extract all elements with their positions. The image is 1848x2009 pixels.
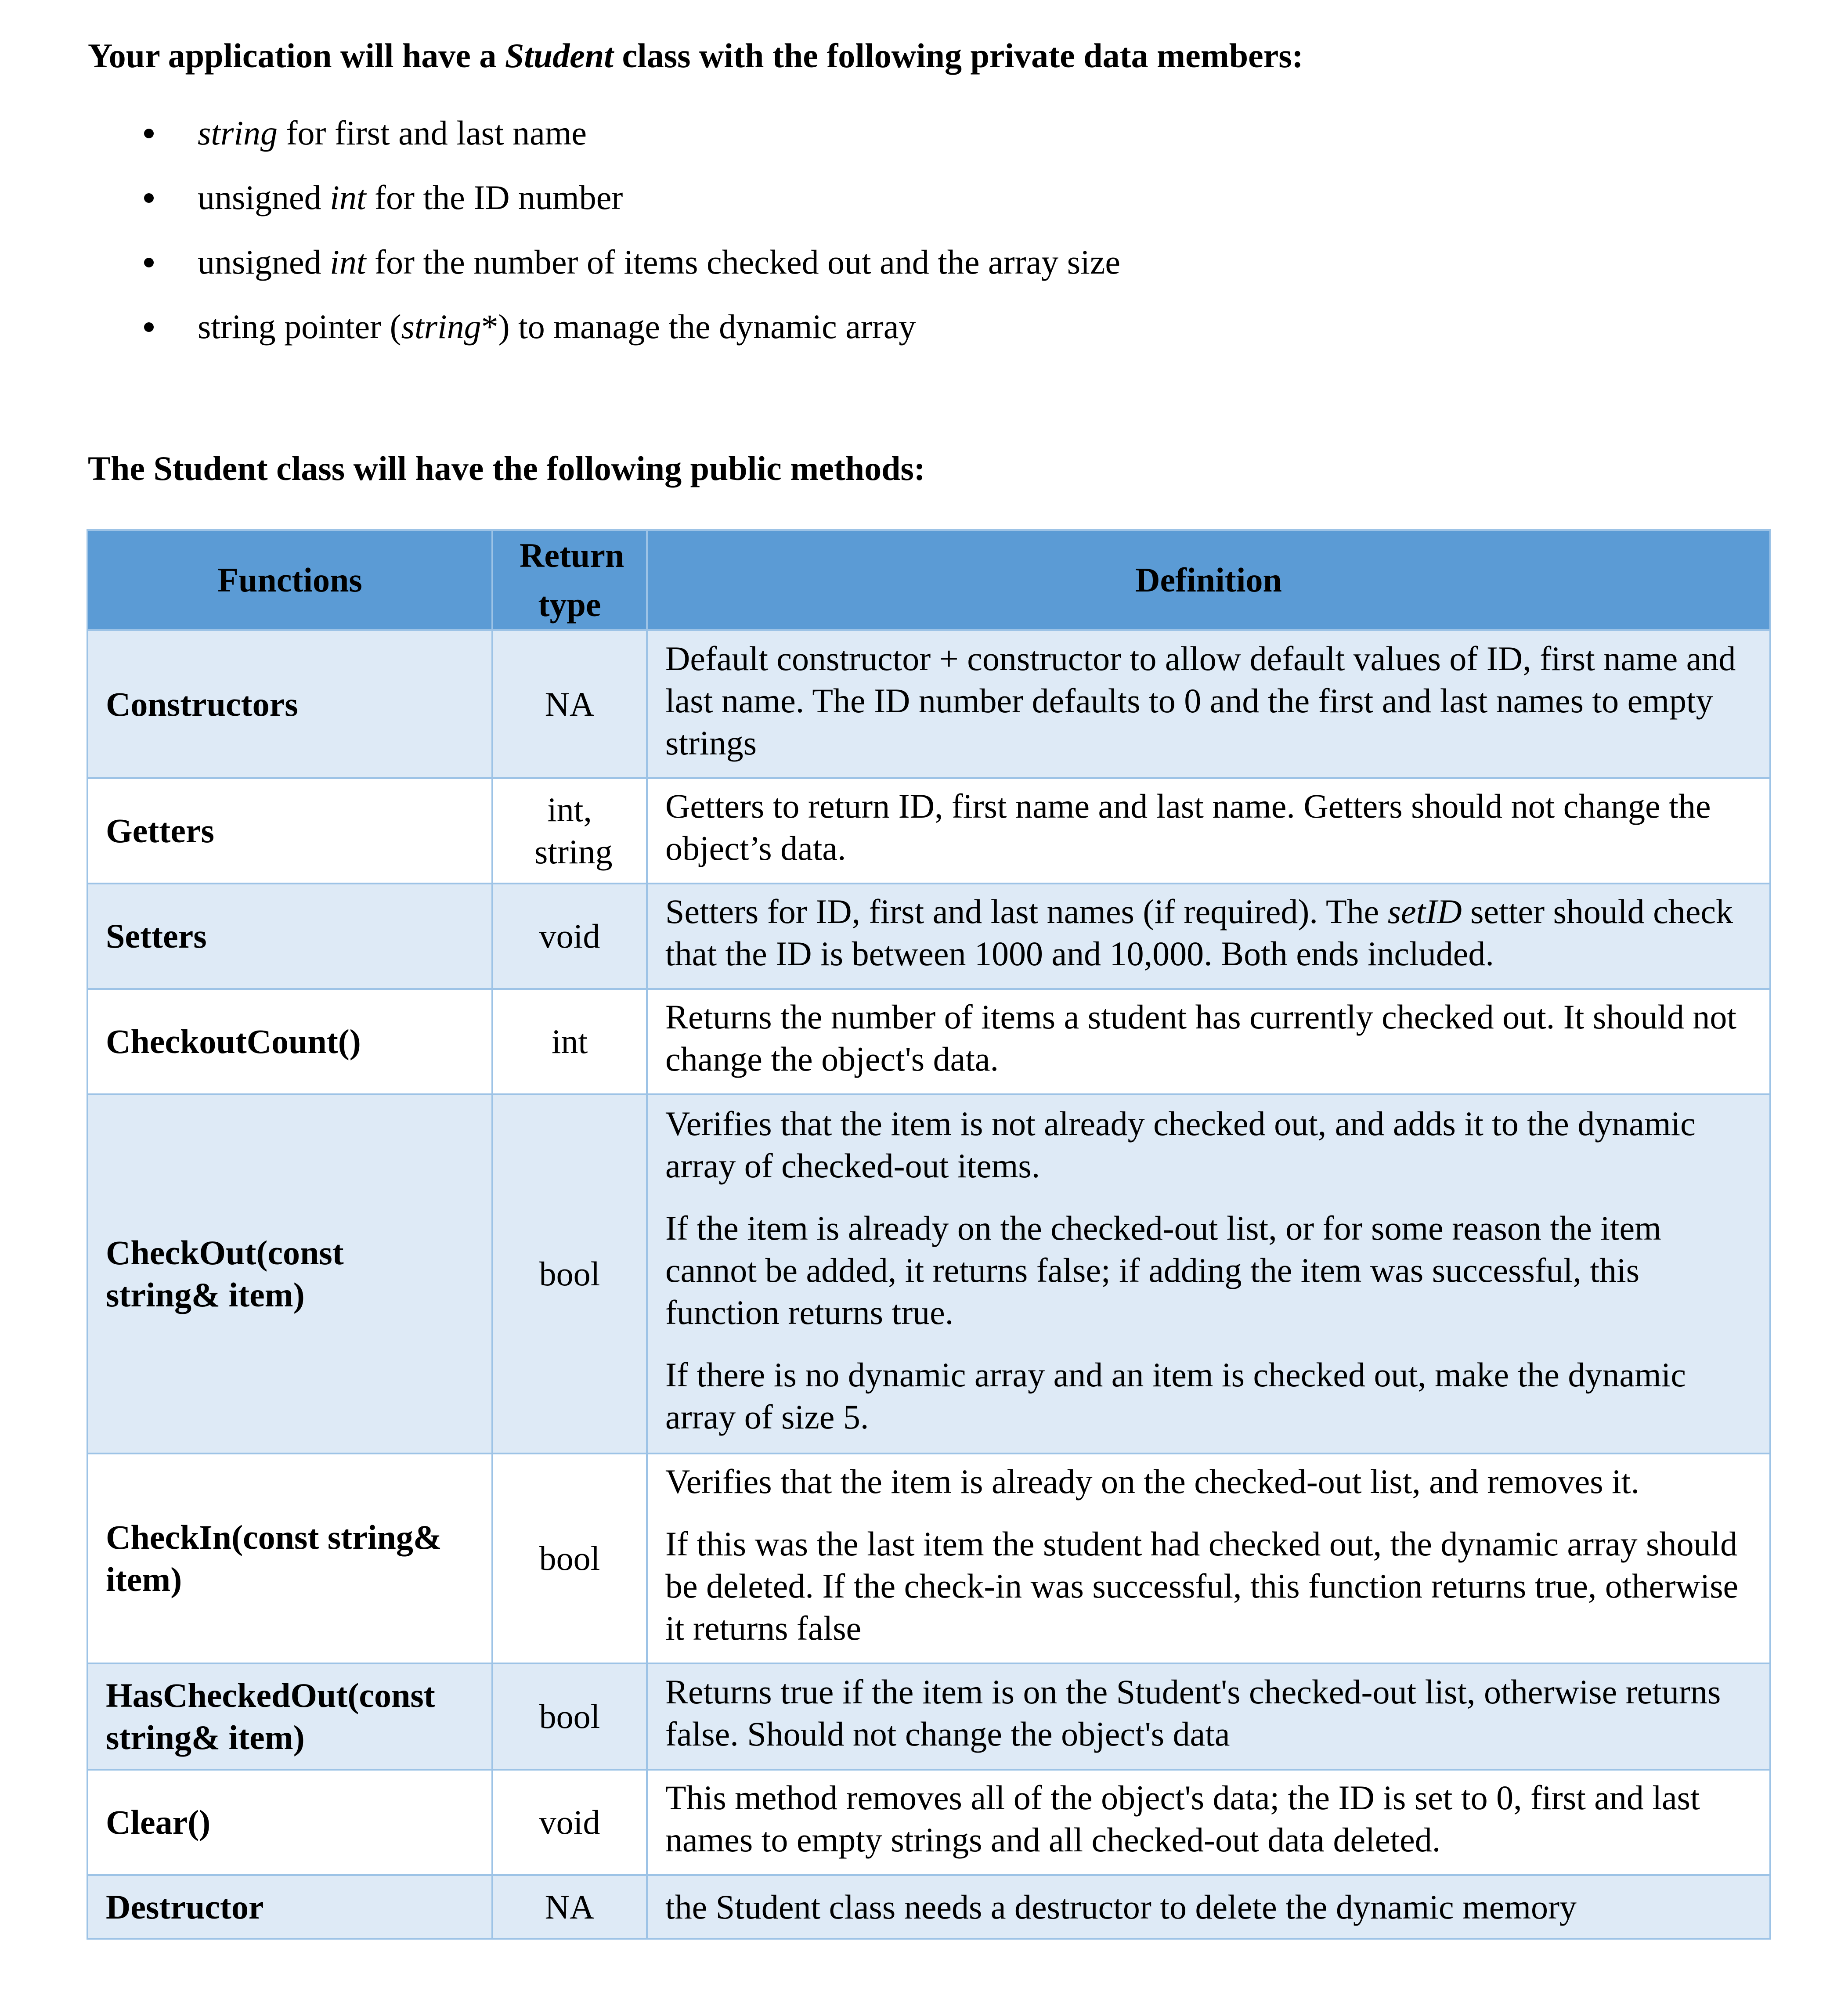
- definition: Setters for ID, first and last names (if required). The setID setter should check that the ID is between 1000 and 10,000. Both ends included.: [647, 884, 1770, 989]
- definition: Verifies that the item is not already checked out, and adds it to the dynamic array of checked-out items. If the item is already on the checked-out list, or for some reason the item cannot be added, it returns false; if adding the item was successful, this function returns true. If there is no dynamic array and an item is checked out, make the dynamic array of size 5.: [647, 1094, 1770, 1454]
- table-row: [87, 989, 1770, 1094]
- definition: Getters to return ID, first name and last name. Getters should not change the object’s data.: [647, 778, 1770, 884]
- intro-heading-class-name: Student: [505, 36, 614, 75]
- list-item: unsigned int for the number of items checked out and the array size: [88, 241, 1120, 306]
- return-type: void: [492, 1770, 647, 1875]
- return-type: bool: [492, 1454, 647, 1663]
- return-type: bool: [492, 1094, 647, 1454]
- function-name: Clear(): [87, 1770, 492, 1875]
- function-name: Setters: [87, 884, 492, 989]
- definition: This method removes all of the object's data; the ID is set to 0, first and last names to empty strings and all checked-out data deleted.: [647, 1770, 1770, 1875]
- function-name: CheckOut(const string& item): [87, 1094, 492, 1454]
- header-functions: Functions: [87, 530, 492, 630]
- definition: Verifies that the item is already on the checked-out list, and removes it. If this was the last item the student had checked out, the dynamic array should be deleted. If the check-in was successful, this function returns true, otherwise it returns false: [647, 1454, 1770, 1663]
- table-row: [87, 1454, 1770, 1663]
- definition: the Student class needs a destructor to delete the dynamic memory: [647, 1875, 1770, 1939]
- header-definition: Definition: [647, 530, 1770, 630]
- methods-heading: The Student class will have the following public methods:: [88, 449, 925, 487]
- function-name: Destructor: [87, 1875, 492, 1939]
- function-name: CheckoutCount(): [87, 989, 492, 1094]
- return-type: NA: [492, 1875, 647, 1939]
- table-row: [87, 884, 1770, 989]
- table-row: [87, 1094, 1770, 1454]
- function-name: HasCheckedOut(const string& item): [87, 1663, 492, 1770]
- function-name: Constructors: [87, 630, 492, 778]
- list-item: unsigned int for the ID number: [88, 177, 1120, 241]
- header-return-type: Return type: [492, 530, 647, 630]
- list-item: string pointer (string*) to manage the dynamic array: [88, 306, 1120, 370]
- methods-table: [87, 529, 1771, 1940]
- return-type: int, string: [492, 778, 647, 884]
- function-name: CheckIn(const string& item): [87, 1454, 492, 1663]
- table-row: [87, 630, 1770, 778]
- table-row: [87, 778, 1770, 884]
- function-name: Getters: [87, 778, 492, 884]
- definition: Returns the number of items a student has currently checked out. It should not change the object's data.: [647, 989, 1770, 1094]
- table-header-row: [87, 530, 1770, 630]
- list-item: string for first and last name: [88, 112, 1120, 177]
- table-row: [87, 1663, 1770, 1770]
- return-type: int: [492, 989, 647, 1094]
- intro-heading: Your application will have a Student class with the following private data members:: [88, 36, 1303, 75]
- return-type: NA: [492, 630, 647, 778]
- definition: Default constructor + constructor to allow default values of ID, first name and last name. The ID number defaults to 0 and the first and last names to empty strings: [647, 630, 1770, 778]
- table-row: [87, 1770, 1770, 1875]
- return-type: void: [492, 884, 647, 989]
- definition: Returns true if the item is on the Student's checked-out list, otherwise returns false. Should not change the object's data: [647, 1663, 1770, 1770]
- return-type: bool: [492, 1663, 647, 1770]
- data-members-list: [88, 112, 1120, 370]
- table-row: [87, 1875, 1770, 1939]
